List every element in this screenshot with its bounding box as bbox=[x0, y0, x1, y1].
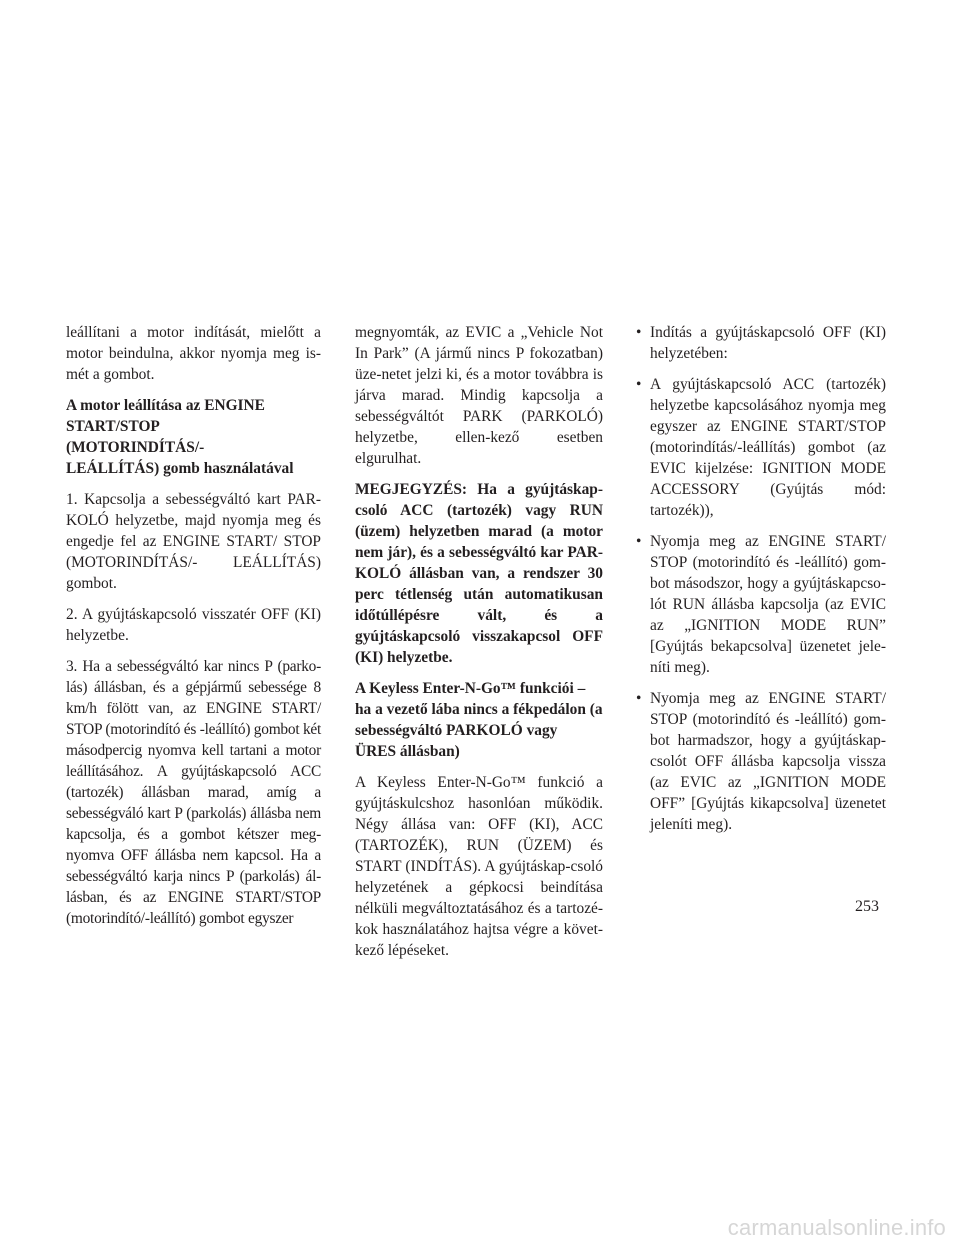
left-column bbox=[66, 322, 321, 939]
heading-line: ha a vezető lába nincs a fékpedálon (a bbox=[355, 701, 603, 718]
page-number: 253 bbox=[855, 898, 879, 915]
list-item bbox=[636, 688, 886, 835]
right-column bbox=[636, 322, 886, 845]
intro-paragraph: leállítani a motor indítását, mielőtt a motor beindulna, akkor nyomja meg is-mét a gombot. bbox=[66, 324, 321, 383]
heading-line: START/STOP bbox=[66, 418, 160, 435]
watermark: carmanualsonline.info bbox=[727, 1215, 946, 1240]
list-item bbox=[636, 374, 886, 521]
heading-line: A motor leállítása az ENGINE bbox=[66, 397, 265, 414]
section-heading-keyless bbox=[355, 678, 603, 762]
list-item-text: Indítás a gyújtáskapcsoló OFF (KI) helyzetében: bbox=[650, 324, 886, 362]
heading-line: A Keyless Enter-N-Go™ funkciói – bbox=[355, 680, 586, 697]
heading-line: LEÁLLÍTÁS) gomb használatával bbox=[66, 460, 294, 477]
bullet-glyph: • bbox=[636, 533, 642, 550]
step-3-paragraph: 3. Ha a sebességváltó kar nincs P (parko-lás) állásban, és a gépjármű sebessége 8 km/h fölött van, az ENGINE START/ STOP (motorindító és -leállító) gombot két másodpercig nyomva kell tartani a motor leállításához. A gyújtáskapcsoló ACC (tartozék) állásban marad, amíg a sebességváló kart P (parkolás) állásba nem kapcsolja, és a gombot kétszer meg-nyomva OFF állásba nem kapcsol. Ha a sebességváltó karja nincs P (parkolás) ál-lásban, és az ENGINE START/STOP (motorindító/-leállító) gombot egyszer bbox=[66, 658, 321, 927]
list-item bbox=[636, 322, 886, 364]
note-paragraph: MEGJEGYZÉS: Ha a gyújtáskap-csoló ACC (tartozék) vagy RUN (üzem) helyzetben marad (a motor nem jár), és a sebességváltó kar PAR-KOLÓ állásban van, a rendszer 30 perc tétlenség után automatikusan időtúllépésre vált, és a gyújtáskapcsoló visszakapcsol OFF (KI) helyzetbe. bbox=[355, 481, 603, 666]
bullet-glyph: • bbox=[636, 324, 642, 341]
section-heading-engine-stop bbox=[66, 395, 321, 479]
middle-column bbox=[355, 322, 603, 971]
continued-paragraph: megnyomták, az EVIC a „Vehicle Not In Park” (A jármű nincs P fokozatban) üze-netet jelzi ki, és a motor továbbra is járva marad. Mindig kapcsolja a sebességváltót PARK (PARKOLÓ) helyzetbe, ellen-kező esetben elgurulhat. bbox=[355, 324, 603, 467]
bullet-glyph: • bbox=[636, 690, 642, 707]
keyless-paragraph: A Keyless Enter-N-Go™ funkció a gyújtáskulcshoz hasonlóan működik. Négy állása van: OFF (KI), ACC (TARTOZÉK), RUN (ÜZEM) és START (INDÍTÁS). A gyújtáskap-csoló helyzetének a gépkocsi beindítása nélküli megváltoztatásához és a tartozé-kok használatához hajtsa végre a követ-kező lépéseket. bbox=[355, 774, 603, 959]
list-item-text: Nyomja meg az ENGINE START/ STOP (motorindító és -leállító) gom-bot másodszor, hogy a gyújtáskapcso-lót RUN állásba kapcsolja (az EVIC az „IGNITION MODE RUN” [Gyújtás bekapcsolva] üzenetet jele-níti meg). bbox=[650, 533, 886, 676]
heading-line: ÜRES állásban) bbox=[355, 743, 460, 760]
heading-line: (MOTORINDÍTÁS/- bbox=[66, 439, 205, 456]
heading-line: sebességváltó PARKOLÓ vagy bbox=[355, 722, 558, 739]
bullet-glyph: • bbox=[636, 376, 642, 393]
list-item bbox=[636, 531, 886, 678]
bullet-list bbox=[636, 322, 886, 835]
list-item-text: Nyomja meg az ENGINE START/ STOP (motorindító és -leállító) gom-bot harmadszor, hogy a gyújtáskap-csolót OFF állásba kapcsolja vissza (az EVIC az „IGNITION MODE OFF” [Gyújtás kikapcsolva] üzenetet jeleníti meg). bbox=[650, 690, 886, 833]
step-2-paragraph: 2. A gyújtáskapcsoló visszatér OFF (KI) helyzetbe. bbox=[66, 606, 321, 644]
list-item-text: A gyújtáskapcsoló ACC (tartozék) helyzetbe kapcsolásához nyomja meg egyszer az ENGINE START/STOP (motorindítás/-leállítás) gombot (az EVIC kijelzése: IGNITION MODE ACCESSORY (Gyújtás mód: tartozék)), bbox=[650, 376, 886, 519]
step-1-paragraph: 1. Kapcsolja a sebességváltó kart PAR-KOLÓ helyzetbe, majd nyomja meg és engedje fel az ENGINE START/ STOP (MOTORINDÍTÁS/- LEÁLLÍTÁS) gombot. bbox=[66, 491, 321, 592]
